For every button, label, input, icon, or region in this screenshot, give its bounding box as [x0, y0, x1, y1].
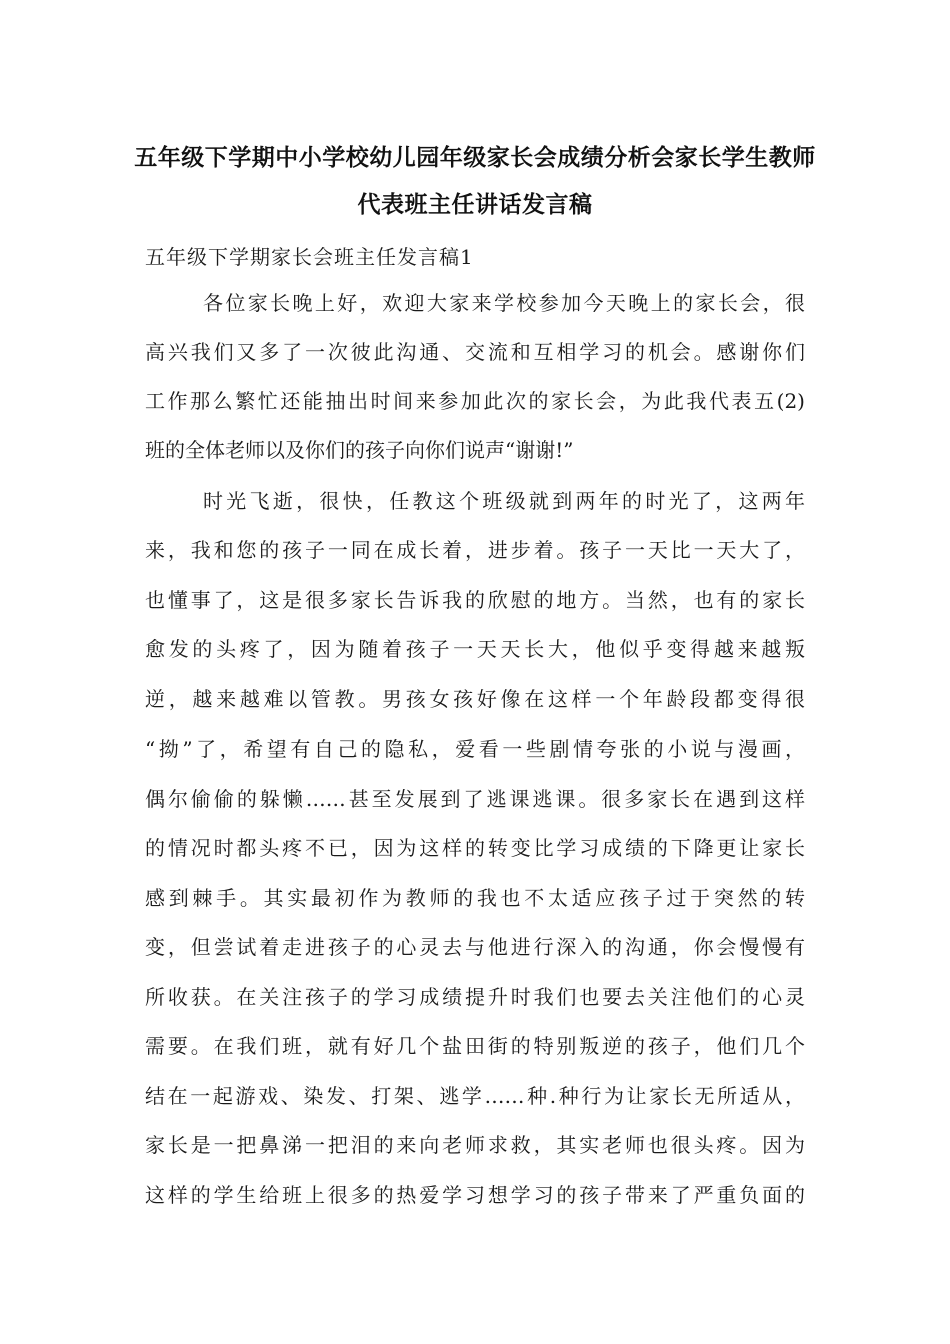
paragraph-2-line: 家长是一把鼻涕一把泪的来向老师求救，其实老师也很头疼。因为 — [145, 1133, 805, 1157]
paragraph-1-line: 班的全体老师以及你们的孩子向你们说声“谢谢!” — [145, 438, 574, 462]
paragraph-2-line: 偶尔偷偷的躲懒……甚至发展到了逃课逃课。很多家长在遇到这样 — [145, 787, 805, 811]
paragraph-2-line: 来，我和您的孩子一同在成长着，进步着。孩子一天比一天大了， — [145, 538, 805, 562]
document-title-line-1: 五年级下学期中小学校幼儿园年级家长会成绩分析会家长学生教师 — [134, 145, 816, 171]
paragraph-2-line: 变，但尝试着走进孩子的心灵去与他进行深入的沟通，你会慢慢有 — [145, 935, 805, 959]
paragraph-1-line: 高兴我们又多了一次彼此沟通、交流和互相学习的机会。感谢你们 — [145, 340, 805, 364]
paragraph-2-line: 也懂事了，这是很多家长告诉我的欣慰的地方。当然，也有的家长 — [145, 588, 805, 612]
paragraph-2-line: 这样的学生给班上很多的热爱学习想学习的孩子带来了严重负面的 — [145, 1183, 805, 1207]
paragraph-2-line: 需要。在我们班，就有好几个盐田街的特别叛逆的孩子，他们几个 — [145, 1034, 805, 1058]
paragraph-2-line: 结在一起游戏、染发、打架、逃学……种.种行为让家长无所适从， — [145, 1084, 805, 1108]
paragraph-2-line: 逆，越来越难以管教。男孩女孩好像在这样一个年龄段都变得很 — [145, 687, 805, 711]
document-title-line-2: 代表班主任讲话发言稿 — [357, 192, 593, 218]
paragraph-2-line: 所收获。在关注孩子的学习成绩提升时我们也要去关注他们的心灵 — [145, 985, 805, 1009]
section-heading: 五年级下学期家长会班主任发言稿1 — [145, 245, 474, 269]
paragraph-2-line: 时光飞逝，很快，任教这个班级就到两年的时光了，这两年 — [203, 489, 805, 513]
paragraph-2-line: 的情况时都头疼不已，因为这样的转变比学习成绩的下降更让家长 — [145, 836, 805, 860]
paragraph-1-line: 各位家长晚上好，欢迎大家来学校参加今天晚上的家长会，很 — [203, 291, 805, 315]
paragraph-2-line: “拗”了，希望有自己的隐私，爱看一些剧情夸张的小说与漫画， — [145, 737, 805, 761]
paragraph-1-line: 工作那么繁忙还能抽出时间来参加此次的家长会，为此我代表五(2) — [145, 389, 805, 413]
paragraph-2-line: 感到棘手。其实最初作为教师的我也不太适应孩子过于突然的转 — [145, 886, 805, 910]
paragraph-2-line: 愈发的头疼了，因为随着孩子一天天长大，他似乎变得越来越叛 — [145, 637, 805, 661]
